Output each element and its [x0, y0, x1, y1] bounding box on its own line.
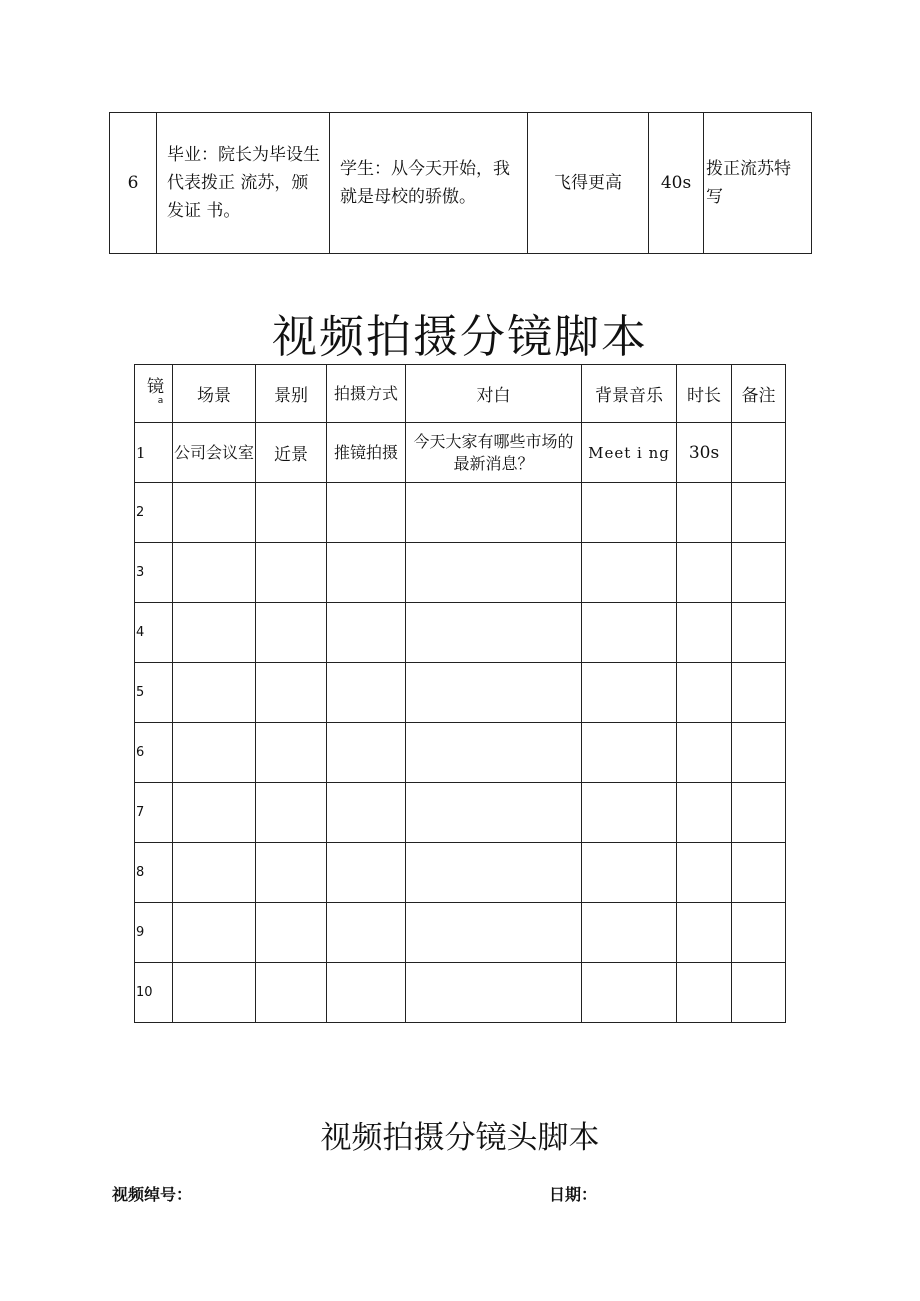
row-scene [173, 543, 256, 603]
row-music [582, 963, 677, 1023]
row-note [732, 423, 786, 483]
row-shot-size [256, 663, 327, 723]
row-music: Meet i ng [582, 423, 677, 483]
row-scene [173, 843, 256, 903]
row-shot-size [256, 843, 327, 903]
row-shot-size [256, 603, 327, 663]
row-scene [173, 603, 256, 663]
row-dialogue [406, 543, 582, 603]
table-row [135, 663, 786, 723]
row-duration [677, 603, 732, 663]
scene-cell: 毕业：院长为毕设生代表拨正 流苏，颁发证 书。 [157, 113, 330, 254]
row-shot-size [256, 723, 327, 783]
row-note [732, 723, 786, 783]
row-music [582, 663, 677, 723]
row-scene [173, 723, 256, 783]
row-music [582, 603, 677, 663]
row-music [582, 543, 677, 603]
note-cell: 拨正流苏特 写 [704, 113, 812, 254]
row-method [327, 963, 406, 1023]
row-method [327, 603, 406, 663]
row-index: 10 [135, 963, 173, 1023]
header-shot-sub: a [157, 395, 164, 406]
row-index: 4 [135, 603, 173, 663]
row-dialogue [406, 723, 582, 783]
row-shot-size [256, 903, 327, 963]
row-index: 6 [135, 723, 173, 783]
row-duration [677, 843, 732, 903]
row-music [582, 903, 677, 963]
shot-number: 6 [110, 113, 157, 254]
row-dialogue [406, 603, 582, 663]
dialogue-cell: 学生：从今天开始，我就是母校的骄傲。 [330, 113, 528, 254]
row-note [732, 663, 786, 723]
row-scene [173, 663, 256, 723]
header-note: 备注 [732, 365, 786, 423]
date-label: 日期： [549, 1185, 598, 1204]
row-index: 1 [135, 423, 173, 483]
table-row [135, 783, 786, 843]
row-dialogue [406, 963, 582, 1023]
row-music [582, 723, 677, 783]
row-dialogue [406, 903, 582, 963]
row-method [327, 543, 406, 603]
row-dialogue: 今天大家有哪些市场的最新消息？ [406, 423, 582, 483]
row-shot-size: 近景 [256, 423, 327, 483]
header-shot [135, 365, 173, 423]
row-duration: 30s [677, 423, 732, 483]
row-scene [173, 903, 256, 963]
row-shot-size [256, 963, 327, 1023]
row-shot-size [256, 543, 327, 603]
row-index: 7 [135, 783, 173, 843]
row-dialogue [406, 783, 582, 843]
row-method [327, 483, 406, 543]
row-note [732, 783, 786, 843]
row-music [582, 843, 677, 903]
header-duration: 时长 [677, 365, 732, 423]
table-row [135, 903, 786, 963]
header-scene: 场景 [173, 365, 256, 423]
row-duration [677, 483, 732, 543]
row-method [327, 663, 406, 723]
page-title: 视频拍摄分镜脚本 [271, 310, 648, 363]
row-method [327, 903, 406, 963]
row-index: 5 [135, 663, 173, 723]
row-duration [677, 903, 732, 963]
row-index: 9 [135, 903, 173, 963]
row-dialogue [406, 483, 582, 543]
row-duration [677, 963, 732, 1023]
row-index: 3 [135, 543, 173, 603]
table-header-row [135, 365, 786, 423]
previous-shot-table [109, 112, 812, 254]
header-dialogue: 对白 [406, 365, 582, 423]
row-note [732, 543, 786, 603]
row-index: 8 [135, 843, 173, 903]
row-index: 2 [135, 483, 173, 543]
row-scene [173, 963, 256, 1023]
row-shot-size [256, 483, 327, 543]
section-title: 视频拍摄分镜头脚本 [320, 1120, 600, 1156]
row-note [732, 603, 786, 663]
row-music [582, 783, 677, 843]
table-row [110, 113, 812, 254]
table-row [135, 723, 786, 783]
row-note [732, 903, 786, 963]
row-method [327, 843, 406, 903]
table-row [135, 423, 786, 483]
row-method: 推镜拍摄 [327, 423, 406, 483]
table-row [135, 483, 786, 543]
table-row [135, 843, 786, 903]
duration-cell: 40s [649, 113, 704, 254]
row-scene [173, 483, 256, 543]
header-music: 背景音乐 [582, 365, 677, 423]
row-note [732, 843, 786, 903]
row-method [327, 783, 406, 843]
row-duration [677, 543, 732, 603]
table-row [135, 543, 786, 603]
music-cell: 飞得更高 [528, 113, 649, 254]
row-method [327, 723, 406, 783]
table-row [135, 963, 786, 1023]
video-number-label: 视频绰号： [112, 1185, 193, 1204]
row-duration [677, 783, 732, 843]
storyboard-table [134, 364, 786, 1023]
header-method: 拍摄方式 [327, 365, 406, 423]
row-scene: 公司会议室 [173, 423, 256, 483]
row-duration [677, 723, 732, 783]
row-dialogue [406, 843, 582, 903]
header-shot-size: 景别 [256, 365, 327, 423]
row-scene [173, 783, 256, 843]
row-note [732, 483, 786, 543]
table-row [135, 603, 786, 663]
header-shot-label: 镜 [147, 376, 164, 397]
row-music [582, 483, 677, 543]
row-dialogue [406, 663, 582, 723]
row-shot-size [256, 783, 327, 843]
row-duration [677, 663, 732, 723]
row-note [732, 963, 786, 1023]
